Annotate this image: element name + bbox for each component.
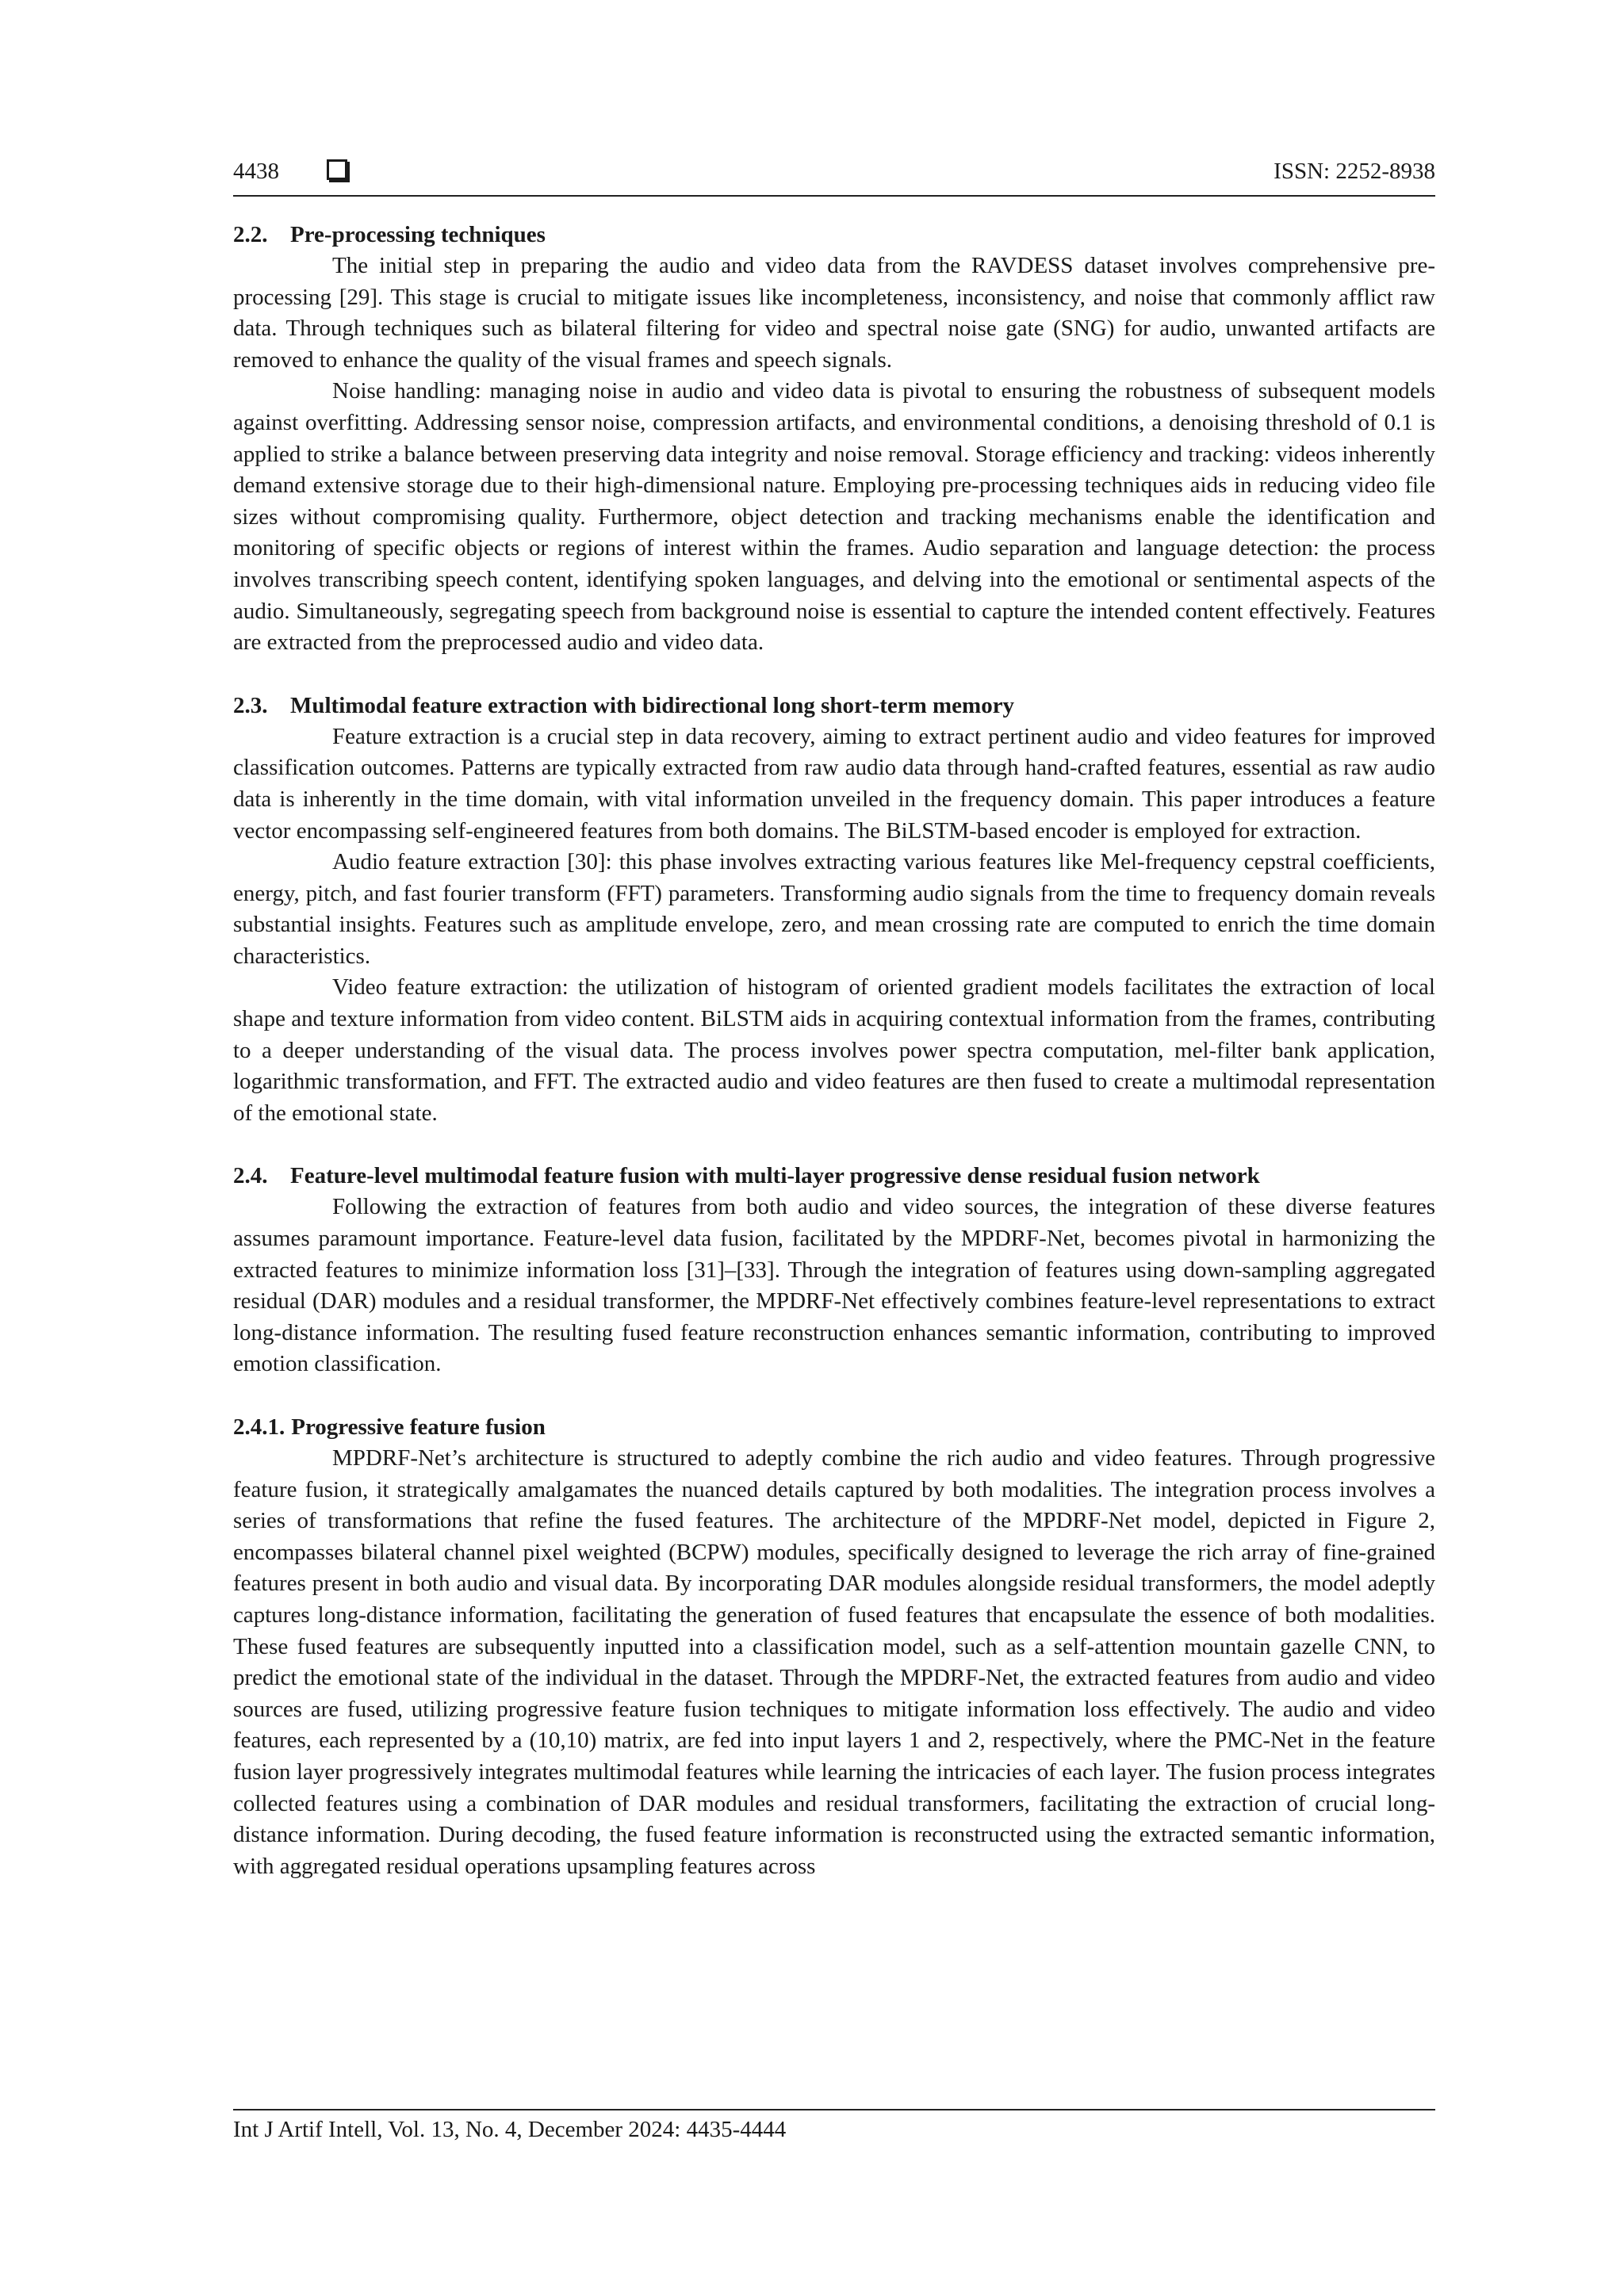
section-spacer: [233, 1380, 1435, 1411]
paragraph: Following the extraction of features from both audio and video sources, the integration of these diverse features assumes paramount importance. Feature-level data fusion, facilitated by the MPDRF-Net, becomes pivotal in harmonizing the extracted features to minimize information loss [31]–[33]. Through the integration of features using down-sampling aggregated residual (DAR) modules and a residual transformer, the MPDRF-Net effectively combines feature-level representations to extract long-distance information. The resulting fused feature reconstruction enhances semantic information, contributing to improved emotion classification.: [233, 1194, 1435, 1377]
paragraph: MPDRF-Net’s architecture is structured to adeptly combine the rich audio and video features. Through progressive feature fusion, it strategically amalgamates the nuanced details captured by both modalities. The integration process involves a series of transformations that refine the fused features. The architecture of the MPDRF-Net model, depicted in Figure 2, encompasses bilateral channel pixel weighted (BCPW) modules, specifically designed to leverage the rich array of fine-grained features present in both audio and visual data. By incorporating DAR modules alongside residual transformers, the model adeptly captures long-distance information, facilitating the generation of fused features that encapsulate the essence of both modalities. These fused features are subsequently inputted into a classification model, such as a self-attention mountain gazelle CNN, to predict the emotional state of the individual in the dataset. Through the MPDRF-Net, the extracted features from audio and video sources are fused, utilizing progressive feature fusion techniques to mitigate information loss effectively. The audio and video features, each represented by a (10,10) matrix, are fed into input layers 1 and 2, respectively, where the PMC-Net in the feature fusion layer progressively integrates multimodal features while learning the intricacies of each layer. The fusion process integrates collected features using a combination of DAR modules and residual transformers, facilitating the extraction of crucial long-distance information. During decoding, the fused feature information is reconstructed using the extracted semantic information, with aggregated residual operations upsampling features across: [233, 1445, 1435, 1879]
section-heading-2-2: [233, 219, 1435, 251]
issn-label: ISSN: 2252-8938: [1274, 159, 1435, 184]
page-header: [233, 155, 1435, 197]
section-spacer: [233, 659, 1435, 690]
section-title: Progressive feature fusion: [291, 1414, 546, 1440]
section-heading-2-3: [233, 690, 1435, 721]
section-number: 2.3.: [233, 692, 268, 718]
page-footer: [233, 2109, 1435, 2145]
paragraph: The initial step in preparing the audio and video data from the RAVDESS dataset involves comprehensive pre-processing [29]. This stage is crucial to mitigate issues like incompleteness, inconsistency, and noise that commonly afflict raw data. Through techniques such as bilateral filtering for video and spectral noise gate (SNG) for audio, unwanted artifacts are removed to enhance the quality of the visual frames and speech signals.: [233, 253, 1435, 373]
article-body: [233, 219, 1435, 1882]
section-number: 2.2.: [233, 222, 268, 247]
section-title: Pre-processing techniques: [290, 222, 546, 247]
paragraph: Noise handling: managing noise in audio and video data is pivotal to ensuring the robustness of subsequent models against overfitting. Addressing sensor noise, compression artifacts, and environmental conditions, a denoising threshold of 0.1 is applied to strike a balance between preserving data integrity and noise removal. Storage efficiency and tracking: videos inherently demand extensive storage due to their high-dimensional nature. Employing pre-processing techniques aids in reducing video file sizes without compromising quality. Furthermore, object detection and tracking mechanisms enable the identification and monitoring of specific objects or regions of interest within the frames. Audio separation and language detection: the process involves transcribing speech content, identifying spoken languages, and delving into the emotional or sentimental aspects of the audio. Simultaneously, segregating speech from background noise is essential to capture the intended content effectively. Features are extracted from the preprocessed audio and video data.: [233, 378, 1435, 656]
section-title: Feature-level multimodal feature fusion with multi-layer progressive dense residual fusion network: [290, 1163, 1260, 1189]
section-spacer: [233, 1129, 1435, 1160]
section-number: 2.4.: [233, 1163, 268, 1189]
journal-citation: Int J Artif Intell, Vol. 13, No. 4, December 2024: 4435-4444: [233, 2117, 787, 2142]
section-number: 2.4.1.: [233, 1414, 285, 1440]
section-heading-2-4-1: [233, 1411, 1435, 1443]
page-number: 4438: [233, 159, 279, 184]
paragraph: Feature extraction is a crucial step in data recovery, aiming to extract pertinent audio and video features for improved classification outcomes. Patterns are typically extracted from raw audio data through hand-crafted features, essential as raw audio data is inherently in the time domain, with vital information unveiled in the frequency domain. This paper introduces a feature vector encompassing self-engineered features from both domains. The BiLSTM-based encoder is employed for extraction.: [233, 723, 1435, 844]
checkbox-square-icon: [327, 159, 347, 180]
section-heading-2-4: [233, 1160, 1435, 1192]
paragraph: Video feature extraction: the utilization of histogram of oriented gradient models facilitates the extraction of local shape and texture information from video content. BiLSTM aids in acquiring contextual information from the frames, contributing to a deeper understanding of the visual data. The process involves power spectra computation, mel-filter bank application, logarithmic transformation, and FFT. The extracted audio and video features are then fused to create a multimodal representation of the emotional state.: [233, 974, 1435, 1126]
paragraph: Audio feature extraction [30]: this phase involves extracting various features like Mel-frequency cepstral coefficients, energy, pitch, and fast fourier transform (FFT) parameters. Transforming audio signals from the time to frequency domain reveals substantial insights. Features such as amplitude envelope, zero, and mean crossing rate are computed to enrich the time domain characteristics.: [233, 849, 1435, 969]
section-title: Multimodal feature extraction with bidirectional long short-term memory: [290, 692, 1015, 718]
